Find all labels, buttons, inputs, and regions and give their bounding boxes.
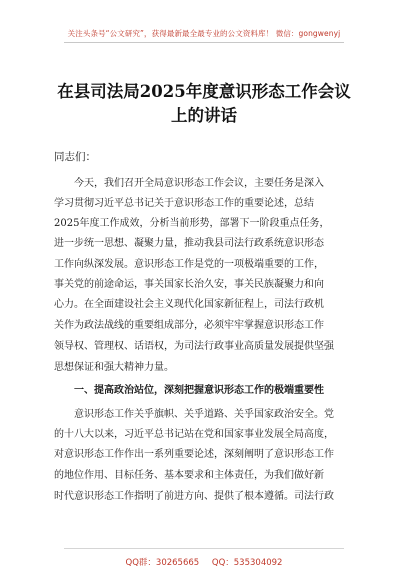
body-line: 关作为政法战线的重要组成部分，必须牢牢掌握意识形态工作 [54,320,324,331]
body-line: 事关党的前途命运，事关国家长治久安，事关民族凝聚力和向 [54,279,324,290]
document-title [40,80,368,128]
title-line-1: 在县司法局2025年度意识形态工作会议 [57,82,351,101]
body-line: 2025年度工作成效，分析当前形势，部署下一阶段重点任务， [54,218,330,229]
body-line: 的十八大以来，习近平总书记站在党和国家事业发展全局高度， [54,429,334,440]
body-line: 时代意识形态工作指明了前进方向、提供了根本遵循。司法行政 [54,491,334,502]
body-line: 意识形态工作关乎旗帜、关乎道路、关乎国家政治安全。党 [74,409,334,420]
body-line: 对意识形态工作作出一系列重要论述，深刻阐明了意识形态工作 [54,449,334,460]
body-line: 工作向纵深发展。意识形态工作是党的一项极端重要的工作， [54,259,324,270]
footer-contact-note: QQ群：30265665 QQ：535304092 [125,558,283,568]
body-line: 领导权、管理权、话语权，为司法行政事业高质量发展提供坚强 [54,341,334,352]
body-line: 进一步统一思想、凝聚力量，推动我县司法行政系统意识形态 [54,238,324,249]
header-divider [64,42,344,43]
footer-divider [64,548,344,549]
body-line: 思想保证和强大精神力量。 [54,362,174,373]
header-promo-note: 关注头条号“公文研究”，获得最新最全最专业的公文资料库！ 微信：gongwenyj [67,29,341,38]
body-line: 心力。在全面建设社会主义现代化国家新征程上，司法行政机 [54,299,324,310]
body-line: 的地位作用、目标任务、基本要求和主体责任，为我们做好新 [54,470,324,481]
section-heading: 一、提高政治站位，深刻把握意识形态工作的极端重要性 [74,385,324,396]
title-line-2: 上的讲话 [171,106,237,125]
body-line: 今天，我们召开全局意识形态工作会议，主要任务是深入 [74,178,324,189]
body-line: 学习贯彻习近平总书记关于意识形态工作的重要论述，总结 [54,198,314,209]
salutation: 同志们： [54,151,96,163]
